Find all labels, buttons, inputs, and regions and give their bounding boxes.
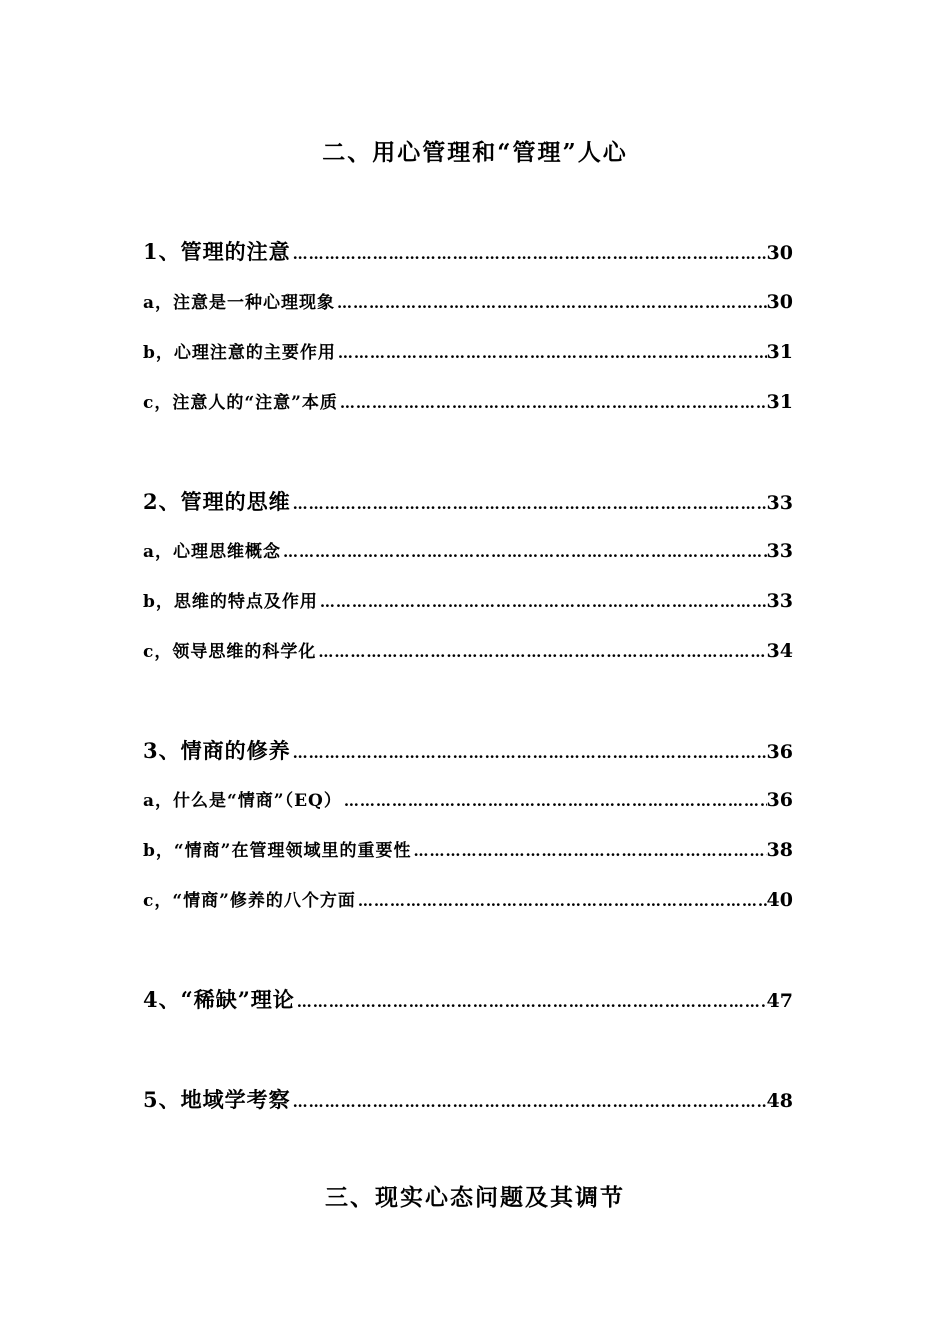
toc-entry-label: 5、地域学考察 bbox=[143, 1087, 291, 1112]
toc-leader-dots bbox=[291, 245, 767, 263]
toc-leader-dots bbox=[342, 792, 767, 810]
toc-leader-dots bbox=[335, 294, 767, 312]
toc-page-number: 31 bbox=[766, 341, 793, 363]
toc-leader-dots bbox=[336, 344, 767, 362]
toc-entry-label: 2、管理的思维 bbox=[143, 489, 291, 514]
toc-leader-dots bbox=[318, 593, 767, 611]
toc-entry-3c[interactable] bbox=[143, 886, 793, 914]
toc-entry-1c[interactable] bbox=[143, 388, 793, 416]
toc-leader-dots bbox=[338, 394, 767, 412]
toc-page-number: 36 bbox=[766, 789, 793, 811]
toc-entry-label: a，心理思维概念 bbox=[143, 542, 282, 562]
toc-page-number: 33 bbox=[766, 590, 793, 612]
toc-leader-dots bbox=[295, 993, 767, 1011]
toc-entry-2c[interactable] bbox=[143, 637, 793, 665]
toc-page-number: 38 bbox=[766, 839, 793, 861]
toc-entry-1[interactable] bbox=[143, 236, 793, 264]
toc-page-number: 30 bbox=[766, 242, 793, 264]
toc-entry-3a[interactable] bbox=[143, 786, 793, 814]
toc-entry-label: c，注意人的“注意”本质 bbox=[143, 393, 338, 413]
toc-page-number: 47 bbox=[766, 990, 793, 1012]
toc-page-number: 31 bbox=[766, 391, 793, 413]
toc-page-number: 40 bbox=[766, 889, 793, 911]
section-heading-2: 二、用心管理和“管理”人心 bbox=[322, 139, 628, 166]
toc-entry-label: b，思维的特点及作用 bbox=[143, 592, 318, 612]
toc-entry-1b[interactable] bbox=[143, 338, 793, 366]
toc-entry-label: 3、情商的修养 bbox=[143, 738, 291, 763]
toc-entry-1a[interactable] bbox=[143, 288, 793, 316]
toc-entry-label: b，“情商”在管理领域里的重要性 bbox=[143, 841, 412, 861]
toc-entry-2b[interactable] bbox=[143, 587, 793, 615]
toc-entry-2[interactable] bbox=[143, 486, 793, 514]
toc-entry-3[interactable] bbox=[143, 735, 793, 763]
toc-page-number: 33 bbox=[766, 540, 793, 562]
toc-page-number: 30 bbox=[766, 291, 793, 313]
toc-entry-label: b，心理注意的主要作用 bbox=[143, 343, 336, 363]
toc-leader-dots bbox=[281, 543, 767, 561]
toc-page-number: 34 bbox=[766, 640, 793, 662]
toc-page-number: 48 bbox=[766, 1090, 793, 1112]
toc-entry-label: 1、管理的注意 bbox=[143, 239, 291, 264]
toc-entry-label: a，什么是“情商”（EQ） bbox=[143, 791, 342, 811]
toc-leader-dots bbox=[291, 495, 767, 513]
toc-page-number: 33 bbox=[766, 492, 793, 514]
toc-entry-label: c，“情商”修养的八个方面 bbox=[143, 891, 356, 911]
toc-leader-dots bbox=[291, 1093, 767, 1111]
toc-page-number: 36 bbox=[766, 741, 793, 763]
toc-leader-dots bbox=[316, 643, 766, 661]
toc-entry-2a[interactable] bbox=[143, 537, 793, 565]
toc-leader-dots bbox=[291, 744, 767, 762]
toc-entry-label: 4、“稀缺”理论 bbox=[143, 987, 295, 1012]
toc-entry-4[interactable] bbox=[143, 984, 793, 1012]
toc-entry-5[interactable] bbox=[143, 1084, 793, 1112]
toc-entry-label: a，注意是一种心理现象 bbox=[143, 293, 336, 313]
section-heading-3: 三、现实心态问题及其调节 bbox=[325, 1184, 625, 1211]
toc-entry-3b[interactable] bbox=[143, 836, 793, 864]
toc-leader-dots bbox=[411, 842, 766, 860]
toc-entry-label: c，领导思维的科学化 bbox=[143, 642, 317, 662]
toc-leader-dots bbox=[356, 892, 767, 910]
